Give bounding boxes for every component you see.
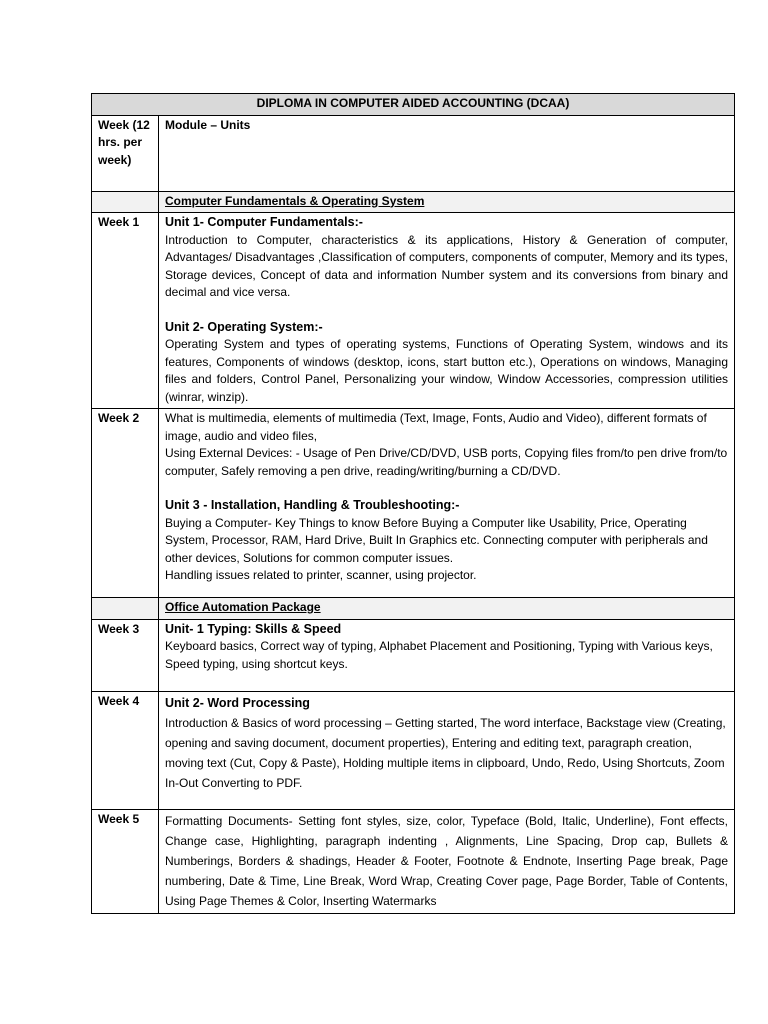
section-row-1 — [92, 191, 735, 213]
syllabus-table — [91, 93, 735, 914]
external-devices-description: Using External Devices: - Usage of Pen Drive/CD/DVD, USB ports, Copying files from/to pen drive from/to computer, Safely removing a pen drive, reading/writing/burning a CD/DVD. — [165, 446, 728, 478]
section-title-office-automation: Office Automation Package — [159, 598, 735, 620]
unit-1-title: Unit 1- Computer Fundamentals:- — [165, 215, 363, 229]
typing-unit-title: Unit- 1 Typing: Skills & Speed — [165, 621, 342, 636]
week-4-label: Week 4 — [92, 691, 159, 809]
unit-3-description-extra: Handling issues related to printer, scanner, using projector. — [165, 568, 477, 582]
section-title-computer-fundamentals: Computer Fundamentals & Operating System — [159, 191, 735, 213]
typing-unit-description: Keyboard basics, Correct way of typing, Alphabet Placement and Positioning, Typing with Various keys, Speed typing, using shortcut keys. — [165, 639, 713, 671]
week-5-label: Week 5 — [92, 809, 159, 913]
week-row-4 — [92, 691, 735, 809]
week-row-2 — [92, 409, 735, 598]
module-column-header: Module – Units — [159, 115, 735, 191]
header-row — [92, 115, 735, 191]
formatting-documents-description: Formatting Documents- Setting font styles, size, color, Typeface (Bold, Italic, Underline), Font effects, Change case, Highlighting, paragraph indenting , Alignments, Line Spacing, Drop cap, Bullets & Numberings, Borders & shadings, Header & Footer, Footnote & Endnote, Inserting Page break, Page numbering, Date & Time, Line Break, Word Wrap, Creating Cover page, Page Border, Table of Contents, Using Page Themes & Color, Inserting Watermarks — [165, 813, 728, 908]
week-1-label: Week 1 — [92, 213, 159, 409]
unit-1-description: Introduction to Computer, characteristics & its applications, History & Generation of computer, Advantages/ Disadvantages ,Classification of computers, components of computer, Memory and its types, Storage devices, Concept of data and information Number system and its conversions from binary and decimal and vice versa. — [165, 232, 728, 299]
section-row-2-blank — [92, 598, 159, 620]
week-5-content — [159, 809, 735, 913]
week-row-1 — [92, 213, 735, 409]
word-processing-description: Introduction & Basics of word processing – Getting started, The word interface, Backstage view (Creating, opening and saving document, document properties), Entering and editing text, paragraph creation, moving text (Cut, Copy & Paste), Holding multiple items in clipboard, Undo, Redo, Using Shortcuts, Zoom In-Out Converting to PDF. — [165, 715, 726, 790]
title-row — [92, 94, 735, 116]
unit-2-description: Operating System and types of operating systems, Functions of Operating System, windows and its features, Components of windows (desktop, icons, start button etc.), Operations on windows, Managing files and folders, Control Panel, Personalizing your window, Window Accessories, compression utilities (winrar, winzip). — [165, 337, 728, 404]
week-2-content — [159, 409, 735, 598]
week-3-label: Week 3 — [92, 619, 159, 691]
unit-3-description: Buying a Computer- Key Things to know Before Buying a Computer like Usability, Price, Operating System, Processor, RAM, Hard Drive, Built In Graphics etc. Connecting computer with peripherals and other devices, Solutions for common computer issues. — [165, 515, 708, 565]
section-row-2 — [92, 598, 735, 620]
word-processing-unit-title: Unit 2- Word Processing — [165, 695, 310, 710]
document-title: DIPLOMA IN COMPUTER AIDED ACCOUNTING (DCAA) — [92, 94, 735, 116]
week-1-content — [159, 213, 735, 409]
multimedia-description: What is multimedia, elements of multimedia (Text, Image, Fonts, Audio and Video), different formats of image, audio and video files, — [165, 411, 707, 443]
week-3-content — [159, 619, 735, 691]
week-4-content — [159, 691, 735, 809]
week-2-label: Week 2 — [92, 409, 159, 598]
week-row-3 — [92, 619, 735, 691]
week-row-5 — [92, 809, 735, 913]
week-column-header: Week (12 hrs. per week) — [92, 115, 159, 191]
unit-3-title: Unit 3 - Installation, Handling & Troubleshooting:- — [165, 498, 460, 512]
unit-2-title: Unit 2- Operating System:- — [165, 319, 323, 334]
section-row-1-blank — [92, 191, 159, 213]
